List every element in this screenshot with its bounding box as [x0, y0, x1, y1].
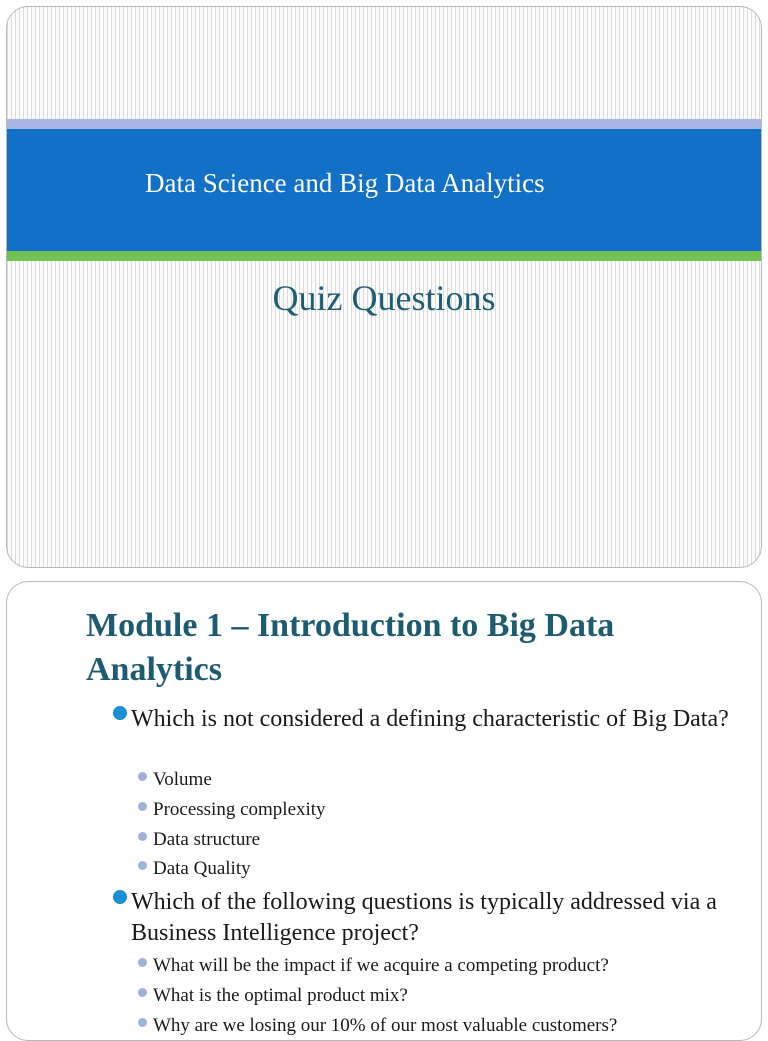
- module-heading: Module 1 – Introduction to Big Data Analytics: [86, 607, 615, 688]
- header-band-bottom-stripe: [7, 251, 761, 261]
- option-2-1: What will be the impact if we acquire a competing product?: [153, 955, 609, 976]
- option-bullet-icon: [138, 861, 147, 870]
- option-bullet-icon: [138, 832, 147, 841]
- option-bullet-icon: [138, 772, 147, 781]
- question-1: Which is not considered a defining characteristic of Big Data?: [131, 706, 729, 732]
- option-1-3: Data structure: [153, 829, 261, 850]
- option-bullet-icon: [138, 1018, 147, 1027]
- option-bullet-icon: [138, 802, 147, 811]
- header-band-top-stripe: [7, 119, 761, 129]
- question-bullet-icon: [113, 890, 127, 904]
- option-2-3: Why are we losing our 10% of our most valuable customers?: [153, 1015, 618, 1036]
- module-1-slide: [6, 581, 762, 1041]
- option-2-2: What is the optimal product mix?: [153, 985, 408, 1006]
- deck-title: Data Science and Big Data Analytics: [145, 168, 545, 198]
- option-1-1: Volume: [153, 769, 212, 790]
- option-1-2: Processing complexity: [153, 799, 326, 820]
- question-2: Which of the following questions is typically addressed via a Business Intelligence project?: [131, 889, 717, 946]
- option-bullet-icon: [138, 958, 147, 967]
- question-bullet-icon: [113, 706, 127, 720]
- option-1-4: Data Quality: [153, 858, 251, 879]
- option-bullet-icon: [138, 988, 147, 997]
- deck-subtitle: Quiz Questions: [272, 278, 496, 318]
- title-slide: [6, 6, 762, 568]
